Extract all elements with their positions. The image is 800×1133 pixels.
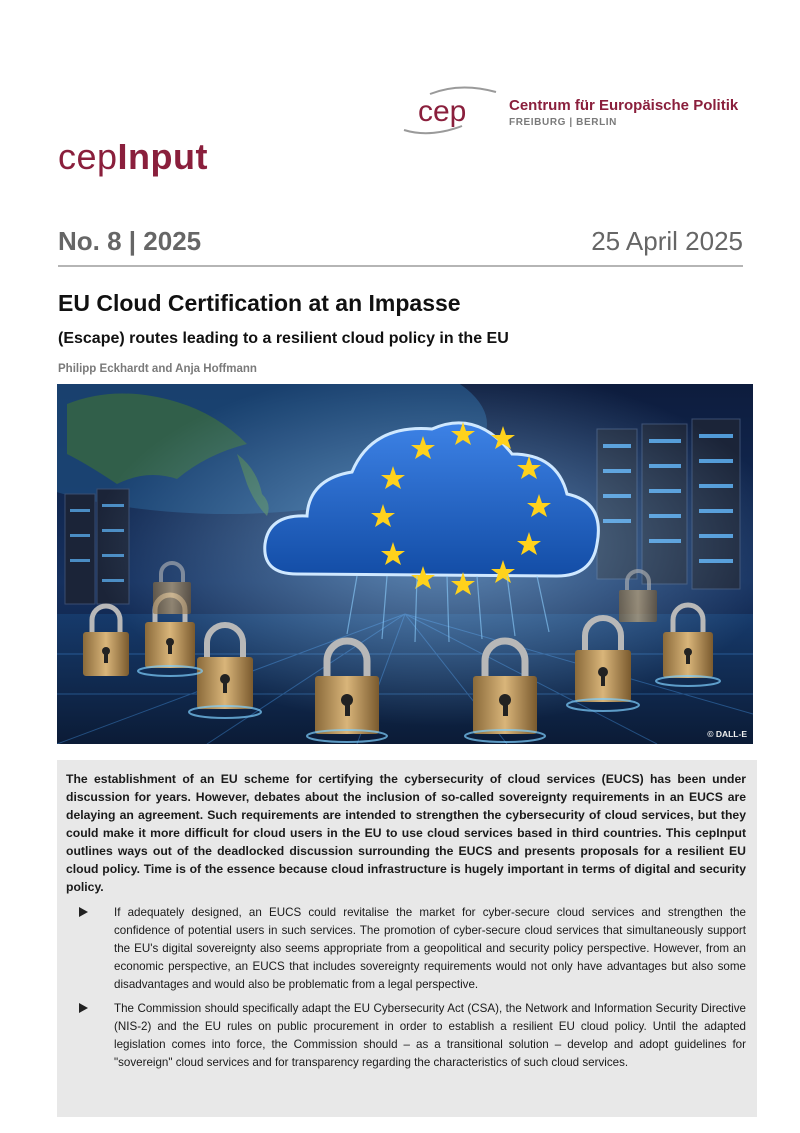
header-divider xyxy=(58,265,743,267)
series-name: Input xyxy=(117,136,209,177)
summary-box xyxy=(57,760,757,1117)
cep-logo-mark xyxy=(400,84,500,136)
image-credit: © DALL-E xyxy=(707,729,747,739)
article-title: EU Cloud Certification at an Impasse xyxy=(58,290,461,316)
issue-number: No. 8 | 2025 xyxy=(58,226,202,256)
hero-illustration xyxy=(57,384,753,744)
org-name: Centrum für Europäische Politik xyxy=(509,97,739,114)
org-locations: FREIBURG | BERLIN xyxy=(509,117,617,128)
issue-date: 25 April 2025 xyxy=(591,226,743,256)
logo-wordmark: cep xyxy=(418,95,467,128)
hero-image xyxy=(57,384,753,744)
list-item xyxy=(57,1000,757,1072)
arrow-right-icon xyxy=(79,1003,88,1013)
article-subtitle: (Escape) routes leading to a resilient cloud policy in the EU xyxy=(58,330,509,347)
cep-logo xyxy=(400,84,760,136)
summary-lead: The establishment of an EU scheme for certifying the cybersecurity of cloud services (EUCS) has been under discussion for years. However, debates about the inclusion of so-called sovereignty requirements in an EUCS are delaying an agreement. Such requirements are intended to strengthen the cybersecurity of cloud services, but they could make it more difficult for cloud users in the EU to use cloud services based in third countries. This cepInput outlines ways out of the deadlocked discussion surrounding the EUCS and presents proposals for a resilient EU cloud policy. Time is of the essence because cloud infrastructure is hugely important in terms of digital and security policy. xyxy=(66,772,746,894)
bullet-text: The Commission should specifically adapt the EU Cybersecurity Act (CSA), the Network and Information Security Directive (NIS-2) and the EU rules on public procurement in order to establish a resilient EU cloud policy. Until the adapted legislation comes into force, the Commission should – as a transitional solution – develop and adopt guidelines for "sovereign" cloud services and for transparency regarding the characteristics of such cloud services. xyxy=(114,1002,746,1069)
bullet-text: If adequately designed, an EUCS could revitalise the market for cyber-secure cloud services and strengthen the confidence of potential users in such services. The promotion of cyber-secure cloud services that simultaneously support the EU's digital sovereignty also seems appropriate from a geopolitical and security policy perspective. However, from an economic perspective, an EUCS that includes sovereignty requirements would not only have advantages but also some disadvantages and would also be problematic from a legal perspective. xyxy=(114,906,746,991)
article-authors: Philipp Eckhardt and Anja Hoffmann xyxy=(58,363,257,375)
arrow-right-icon xyxy=(79,907,88,917)
list-item xyxy=(57,904,757,994)
series-title xyxy=(58,136,208,178)
key-points-list xyxy=(57,904,757,1078)
series-prefix: cep xyxy=(58,136,118,177)
